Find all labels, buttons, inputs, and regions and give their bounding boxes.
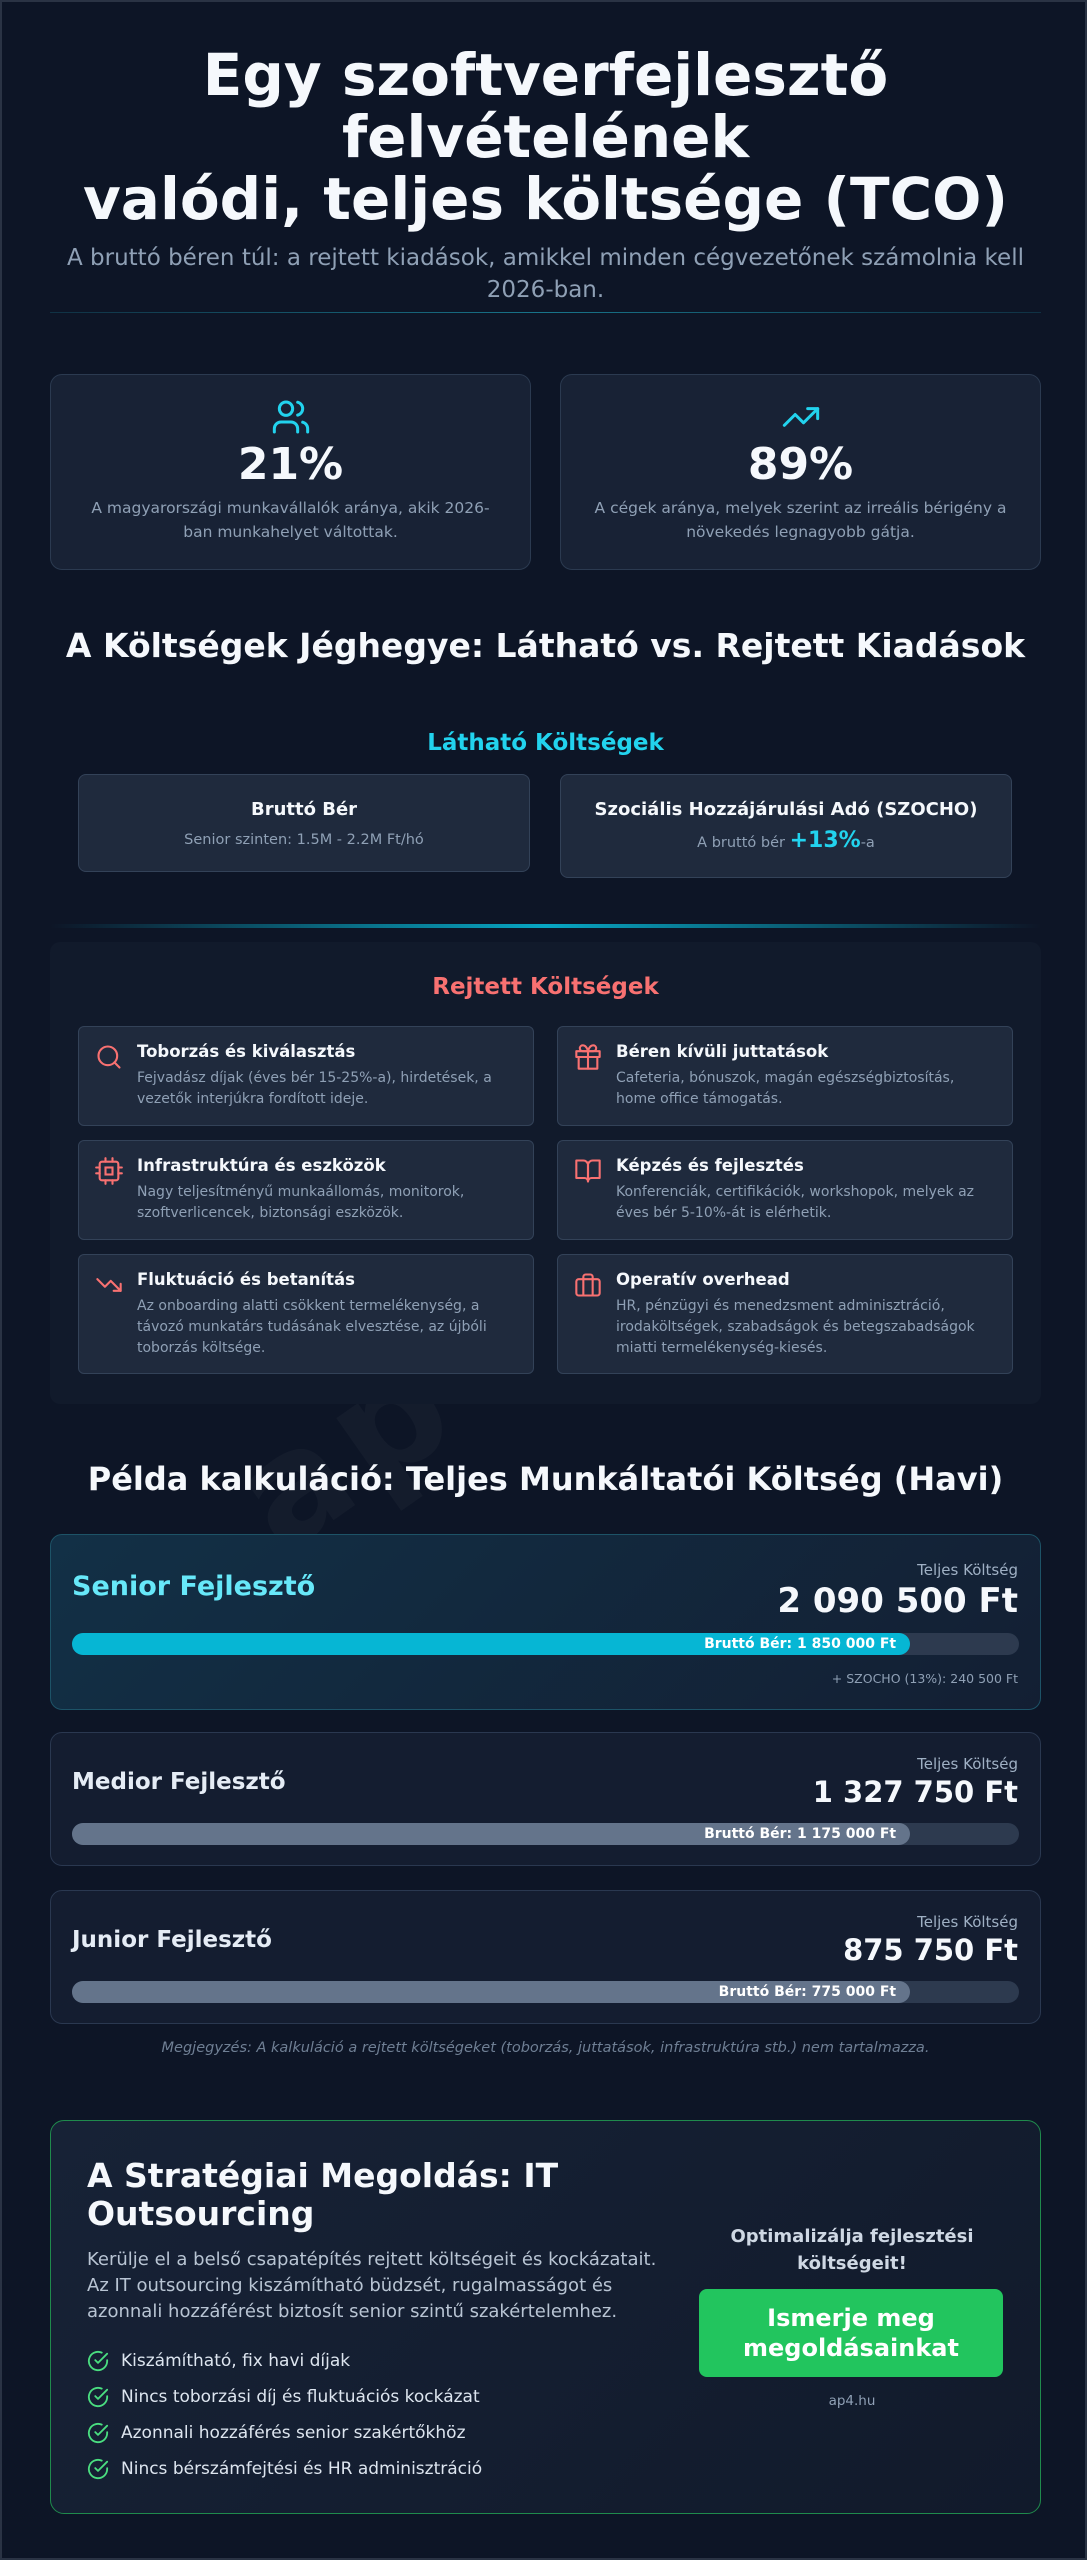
salary-bar-fill	[72, 1981, 910, 2003]
benefit-text: Kiszámítható, fix havi díjak	[121, 2351, 351, 2371]
check-circle-icon	[87, 2422, 109, 2444]
visible-costs-title: Látható Költségek	[427, 730, 664, 756]
hidden-cost-desc: Cafeteria, bónuszok, magán egészségbiztosítás, home office támogatás.	[616, 1070, 955, 1107]
stat-value: 21%	[237, 439, 344, 490]
trending-down-icon	[95, 1271, 123, 1299]
benefit-text: Nincs bérszámfejtési és HR adminisztráció	[121, 2459, 483, 2479]
calc-row-medior	[50, 1732, 1041, 1866]
hidden-costs-title: Rejtett Költségek	[432, 974, 659, 1000]
users-icon	[51, 397, 530, 437]
hidden-cost-desc: Konferenciák, certifikációk, workshopok, melyek az éves bér 5-10%-át is elérhetik.	[616, 1184, 975, 1221]
hidden-cost-desc: HR, pénzügyi és menedzsment adminisztráció, irodaköltségek, szabadságok és betegszabadságok miatti termelékenység-kiesés.	[616, 1298, 975, 1356]
role-name: Junior Fejlesztő	[72, 1927, 272, 1953]
visible-cost-szocho	[560, 774, 1012, 878]
page-subtitle: A bruttó béren túl: a rejtett kiadások, amikkel minden cégvezetőnek számolnia kell 2026-ban.	[66, 245, 1024, 303]
waterline-divider	[50, 924, 1041, 928]
total-value: 875 750 Ft	[843, 1933, 1018, 1967]
book-open-icon	[574, 1157, 602, 1185]
benefit-item	[87, 2343, 482, 2379]
briefcase-icon	[574, 1271, 602, 1299]
total-value: 2 090 500 Ft	[777, 1581, 1018, 1621]
benefit-item	[87, 2379, 482, 2415]
title-line-2: felvételének	[341, 103, 750, 171]
title-line-1: Egy szoftverfejlesztő	[202, 41, 889, 109]
check-circle-icon	[87, 2458, 109, 2480]
solution-description: Kerülje el a belső csapatépítés rejtett költségeit és kockázatait. Az IT outsourcing kiszámítható büdzsét, rugalmasságot és azonnali hozzáférést biztosít senior szintű szakértelemhez.	[87, 2249, 657, 2322]
role-name: Medior Fejlesztő	[72, 1769, 286, 1795]
gift-icon	[574, 1043, 602, 1071]
solution-title: A Stratégiai Megoldás: IT Outsourcing	[87, 2156, 559, 2233]
page-title	[42, 41, 1049, 233]
site-link[interactable]: ap4.hu	[828, 2393, 876, 2409]
stat-card-job-change	[50, 374, 531, 570]
salary-bar-track	[72, 1633, 1019, 1655]
salary-bar-label: Bruttó Bér: 1 175 000 Ft	[704, 1826, 897, 1842]
szocho-rate: +13%	[789, 828, 861, 853]
hidden-cost-title: Képzés és fejlesztés	[616, 1156, 804, 1175]
hidden-cost-desc: Fejvadász díjak (éves bér 15-25%-a), hirdetések, a vezetők interjúkra fordított ideje.	[137, 1070, 492, 1107]
benefit-list	[87, 2343, 482, 2487]
visible-cost-gross-salary	[78, 774, 530, 872]
benefit-item	[87, 2451, 482, 2487]
cpu-icon	[95, 1157, 123, 1185]
hidden-cost-title: Toborzás és kiválasztás	[137, 1042, 356, 1061]
szocho-addition: + SZOCHO (13%): 240 500 Ft	[831, 1671, 1018, 1686]
visible-cost-title: Szociális Hozzájárulási Adó (SZOCHO)	[594, 799, 978, 820]
explore-solutions-button[interactable]: Ismerje meg megoldásainkat	[699, 2289, 1003, 2377]
visible-cost-title: Bruttó Bér	[250, 799, 358, 820]
header-divider	[50, 312, 1041, 313]
calc-row-senior	[50, 1534, 1041, 1710]
salary-bar-fill	[72, 1823, 910, 1845]
hidden-cost-recruitment	[78, 1026, 534, 1126]
hidden-cost-title: Béren kívüli juttatások	[616, 1042, 829, 1061]
title-line-3: valódi, teljes költsége (TCO)	[83, 165, 1008, 233]
hidden-cost-title: Operatív overhead	[616, 1270, 790, 1289]
hidden-cost-title: Fluktuáció és betanítás	[137, 1270, 355, 1289]
calc-row-junior	[50, 1890, 1041, 2024]
total-label: Teljes Költség	[917, 1755, 1018, 1773]
stat-card-salary-barrier	[560, 374, 1041, 570]
hidden-cost-benefits	[557, 1026, 1013, 1126]
total-value: 1 327 750 Ft	[812, 1775, 1018, 1809]
salary-bar-fill	[72, 1633, 910, 1655]
trending-up-icon	[561, 397, 1040, 437]
hidden-cost-overhead	[557, 1254, 1013, 1374]
benefit-item	[87, 2415, 482, 2451]
stat-description: A magyarországi munkavállalók aránya, akik 2026-ban munkahelyet váltottak.	[91, 499, 490, 541]
hidden-cost-turnover	[78, 1254, 534, 1374]
total-label: Teljes Költség	[917, 1561, 1018, 1579]
calc-title: Példa kalkuláció: Teljes Munkáltatói Költség (Havi)	[87, 1460, 1004, 1498]
total-label: Teljes Költség	[917, 1913, 1018, 1931]
stat-value: 89%	[747, 439, 854, 490]
salary-bar-track	[72, 1981, 1019, 2003]
visible-cost-desc	[561, 828, 1011, 853]
hidden-cost-training	[557, 1140, 1013, 1240]
hidden-cost-desc: Az onboarding alatti csökkent termelékenység, a távozó munkatárs tudásának elvesztése, az újbóli toborzás költsége.	[137, 1298, 487, 1356]
hidden-cost-infrastructure	[78, 1140, 534, 1240]
hero-section	[42, 41, 1049, 306]
stat-description: A cégek aránya, melyek szerint az irreális bérigény a növekedés legnagyobb gátja.	[594, 499, 1007, 541]
visible-cost-desc: Senior szinten: 1.5M - 2.2M Ft/hó	[184, 832, 424, 848]
salary-bar-track	[72, 1823, 1019, 1845]
iceberg-title: A Költségek Jéghegye: Látható vs. Rejtett Kiadások	[65, 626, 1026, 665]
solution-panel	[50, 2120, 1041, 2514]
benefit-text: Nincs toborzási díj és fluktuációs kockázat	[121, 2387, 480, 2407]
benefit-text: Azonnali hozzáférés senior szakértőkhöz	[121, 2423, 466, 2443]
hidden-cost-desc: Nagy teljesítményű munkaállomás, monitorok, szoftverlicencek, biztonsági eszközök.	[137, 1184, 465, 1221]
calc-note: Megjegyzés: A kalkuláció a rejtett költségeket (toborzás, juttatások, infrastruktúra stb.) nem tartalmazza.	[161, 2040, 930, 2056]
role-name: Senior Fejlesztő	[72, 1571, 316, 1602]
search-icon	[95, 1043, 123, 1071]
salary-bar-label: Bruttó Bér: 775 000 Ft	[718, 1984, 897, 2000]
cta-heading: Optimalizálja fejlesztési költségeit!	[730, 2226, 974, 2274]
desc-prefix: A bruttó bér	[697, 835, 785, 851]
desc-suffix: -a	[860, 835, 875, 851]
check-circle-icon	[87, 2350, 109, 2372]
hidden-cost-title: Infrastruktúra és eszközök	[137, 1156, 386, 1175]
check-circle-icon	[87, 2386, 109, 2408]
salary-bar-label: Bruttó Bér: 1 850 000 Ft	[704, 1636, 897, 1652]
